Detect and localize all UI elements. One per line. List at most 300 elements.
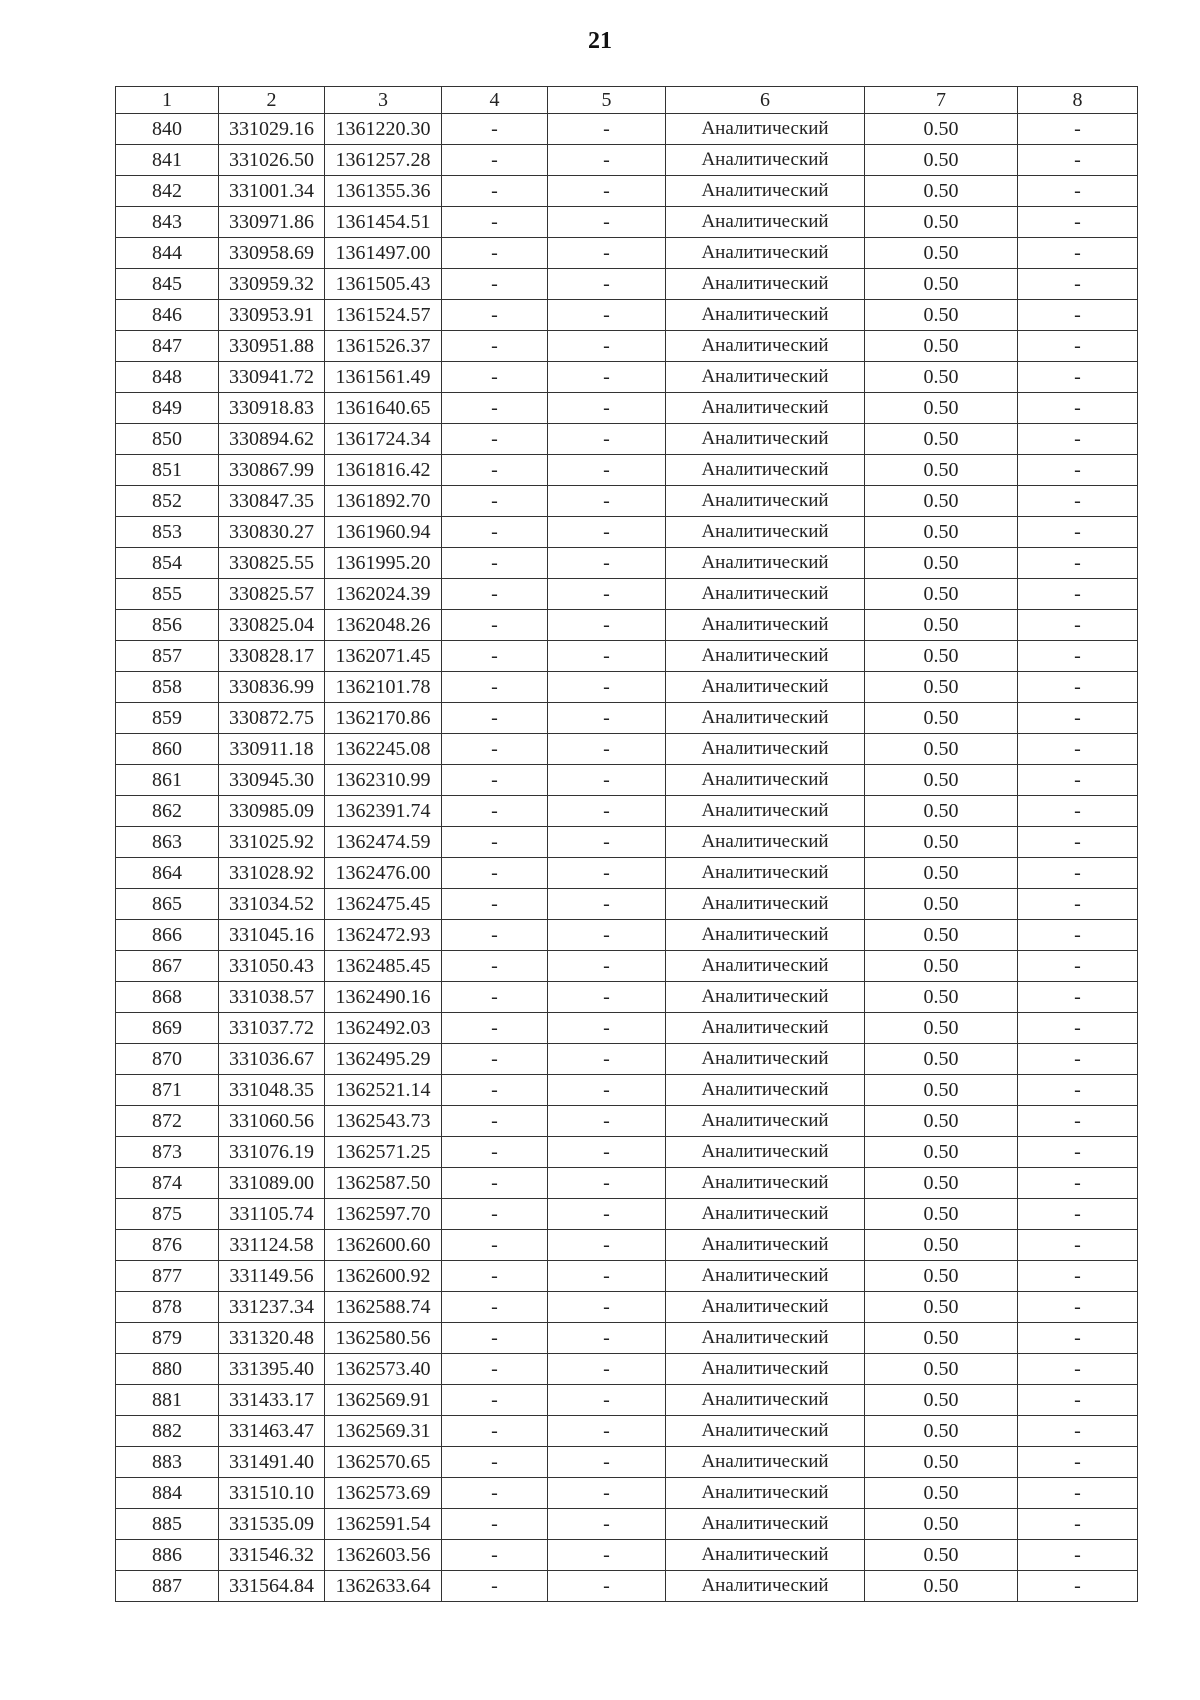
point-number-cell: 856 [116, 610, 219, 641]
accuracy-cell: 0.50 [865, 765, 1018, 796]
col-4-value-cell: - [442, 1075, 548, 1106]
col-4-value-cell: - [442, 858, 548, 889]
table-row [116, 858, 1138, 889]
col-8-value-cell: - [1018, 176, 1138, 207]
method-cell: Аналитический [666, 548, 865, 579]
col-8-value-cell: - [1018, 672, 1138, 703]
method-cell: Аналитический [666, 1168, 865, 1199]
col-8-value-cell: - [1018, 1137, 1138, 1168]
coord-x-cell: 331025.92 [219, 827, 325, 858]
coord-x-cell: 331433.17 [219, 1385, 325, 1416]
col-8-value-cell: - [1018, 765, 1138, 796]
col-5-value-cell: - [548, 176, 666, 207]
col-8-value-cell: - [1018, 1106, 1138, 1137]
column-header-2: 2 [219, 87, 325, 114]
col-8-value-cell: - [1018, 1199, 1138, 1230]
col-4-value-cell: - [442, 1230, 548, 1261]
col-4-value-cell: - [442, 1385, 548, 1416]
accuracy-cell: 0.50 [865, 1571, 1018, 1602]
method-cell: Аналитический [666, 362, 865, 393]
coord-y-cell: 1361497.00 [325, 238, 442, 269]
col-8-value-cell: - [1018, 269, 1138, 300]
table-row [116, 734, 1138, 765]
coord-y-cell: 1362071.45 [325, 641, 442, 672]
col-5-value-cell: - [548, 455, 666, 486]
coord-x-cell: 331034.52 [219, 889, 325, 920]
table-row [116, 1044, 1138, 1075]
coord-y-cell: 1362569.31 [325, 1416, 442, 1447]
col-5-value-cell: - [548, 610, 666, 641]
col-8-value-cell: - [1018, 858, 1138, 889]
coord-y-cell: 1362580.56 [325, 1323, 442, 1354]
coord-x-cell: 331510.10 [219, 1478, 325, 1509]
coord-y-cell: 1362570.65 [325, 1447, 442, 1478]
method-cell: Аналитический [666, 579, 865, 610]
accuracy-cell: 0.50 [865, 1416, 1018, 1447]
column-header-8: 8 [1018, 87, 1138, 114]
col-8-value-cell: - [1018, 734, 1138, 765]
accuracy-cell: 0.50 [865, 331, 1018, 362]
point-number-cell: 845 [116, 269, 219, 300]
coord-x-cell: 330830.27 [219, 517, 325, 548]
col-8-value-cell: - [1018, 114, 1138, 145]
table-row [116, 1013, 1138, 1044]
accuracy-cell: 0.50 [865, 1323, 1018, 1354]
coord-y-cell: 1361724.34 [325, 424, 442, 455]
table-row [116, 1168, 1138, 1199]
point-number-cell: 847 [116, 331, 219, 362]
table-row [116, 207, 1138, 238]
col-4-value-cell: - [442, 1292, 548, 1323]
point-number-cell: 851 [116, 455, 219, 486]
col-4-value-cell: - [442, 734, 548, 765]
col-5-value-cell: - [548, 951, 666, 982]
col-5-value-cell: - [548, 672, 666, 703]
method-cell: Аналитический [666, 331, 865, 362]
method-cell: Аналитический [666, 827, 865, 858]
table-row [116, 951, 1138, 982]
point-number-cell: 858 [116, 672, 219, 703]
method-cell: Аналитический [666, 1416, 865, 1447]
coord-x-cell: 330867.99 [219, 455, 325, 486]
col-5-value-cell: - [548, 362, 666, 393]
col-8-value-cell: - [1018, 579, 1138, 610]
col-8-value-cell: - [1018, 796, 1138, 827]
accuracy-cell: 0.50 [865, 517, 1018, 548]
accuracy-cell: 0.50 [865, 734, 1018, 765]
col-8-value-cell: - [1018, 1447, 1138, 1478]
method-cell: Аналитический [666, 1571, 865, 1602]
col-5-value-cell: - [548, 703, 666, 734]
coord-x-cell: 331124.58 [219, 1230, 325, 1261]
col-4-value-cell: - [442, 951, 548, 982]
coord-y-cell: 1361454.51 [325, 207, 442, 238]
col-5-value-cell: - [548, 1509, 666, 1540]
accuracy-cell: 0.50 [865, 1106, 1018, 1137]
coord-x-cell: 330836.99 [219, 672, 325, 703]
method-cell: Аналитический [666, 1447, 865, 1478]
col-4-value-cell: - [442, 269, 548, 300]
accuracy-cell: 0.50 [865, 238, 1018, 269]
coord-x-cell: 331036.67 [219, 1044, 325, 1075]
accuracy-cell: 0.50 [865, 703, 1018, 734]
method-cell: Аналитический [666, 1292, 865, 1323]
point-number-cell: 844 [116, 238, 219, 269]
accuracy-cell: 0.50 [865, 1199, 1018, 1230]
col-8-value-cell: - [1018, 1571, 1138, 1602]
coord-x-cell: 331076.19 [219, 1137, 325, 1168]
accuracy-cell: 0.50 [865, 1075, 1018, 1106]
col-4-value-cell: - [442, 827, 548, 858]
col-4-value-cell: - [442, 1013, 548, 1044]
col-5-value-cell: - [548, 1075, 666, 1106]
col-8-value-cell: - [1018, 1292, 1138, 1323]
col-5-value-cell: - [548, 269, 666, 300]
coord-y-cell: 1362588.74 [325, 1292, 442, 1323]
col-4-value-cell: - [442, 362, 548, 393]
col-5-value-cell: - [548, 982, 666, 1013]
table-row [116, 548, 1138, 579]
col-4-value-cell: - [442, 548, 548, 579]
col-8-value-cell: - [1018, 424, 1138, 455]
coord-x-cell: 331237.34 [219, 1292, 325, 1323]
point-number-cell: 877 [116, 1261, 219, 1292]
point-number-cell: 864 [116, 858, 219, 889]
table-row [116, 300, 1138, 331]
col-4-value-cell: - [442, 300, 548, 331]
col-5-value-cell: - [548, 1292, 666, 1323]
accuracy-cell: 0.50 [865, 641, 1018, 672]
method-cell: Аналитический [666, 703, 865, 734]
col-4-value-cell: - [442, 1416, 548, 1447]
col-4-value-cell: - [442, 176, 548, 207]
col-5-value-cell: - [548, 796, 666, 827]
table-row [116, 1261, 1138, 1292]
col-8-value-cell: - [1018, 1540, 1138, 1571]
method-cell: Аналитический [666, 610, 865, 641]
coord-y-cell: 1361995.20 [325, 548, 442, 579]
col-8-value-cell: - [1018, 1230, 1138, 1261]
col-4-value-cell: - [442, 1168, 548, 1199]
table-row [116, 145, 1138, 176]
col-4-value-cell: - [442, 238, 548, 269]
col-5-value-cell: - [548, 114, 666, 145]
coord-y-cell: 1362573.69 [325, 1478, 442, 1509]
coord-x-cell: 331395.40 [219, 1354, 325, 1385]
table-row [116, 610, 1138, 641]
coord-x-cell: 331050.43 [219, 951, 325, 982]
method-cell: Аналитический [666, 765, 865, 796]
col-8-value-cell: - [1018, 1509, 1138, 1540]
coord-y-cell: 1362475.45 [325, 889, 442, 920]
point-number-cell: 866 [116, 920, 219, 951]
coord-x-cell: 331038.57 [219, 982, 325, 1013]
point-number-cell: 861 [116, 765, 219, 796]
method-cell: Аналитический [666, 517, 865, 548]
coord-x-cell: 330828.17 [219, 641, 325, 672]
col-5-value-cell: - [548, 1106, 666, 1137]
coord-y-cell: 1362587.50 [325, 1168, 442, 1199]
coord-y-cell: 1362101.78 [325, 672, 442, 703]
method-cell: Аналитический [666, 176, 865, 207]
accuracy-cell: 0.50 [865, 920, 1018, 951]
column-header-3: 3 [325, 87, 442, 114]
method-cell: Аналитический [666, 672, 865, 703]
point-number-cell: 878 [116, 1292, 219, 1323]
point-number-cell: 850 [116, 424, 219, 455]
col-8-value-cell: - [1018, 951, 1138, 982]
accuracy-cell: 0.50 [865, 269, 1018, 300]
point-number-cell: 853 [116, 517, 219, 548]
col-4-value-cell: - [442, 1106, 548, 1137]
coord-y-cell: 1361526.37 [325, 331, 442, 362]
method-cell: Аналитический [666, 114, 865, 145]
method-cell: Аналитический [666, 145, 865, 176]
point-number-cell: 868 [116, 982, 219, 1013]
coord-y-cell: 1362310.99 [325, 765, 442, 796]
method-cell: Аналитический [666, 858, 865, 889]
col-5-value-cell: - [548, 517, 666, 548]
point-number-cell: 886 [116, 1540, 219, 1571]
table-row [116, 1447, 1138, 1478]
point-number-cell: 852 [116, 486, 219, 517]
coord-x-cell: 331060.56 [219, 1106, 325, 1137]
point-number-cell: 872 [116, 1106, 219, 1137]
col-8-value-cell: - [1018, 827, 1138, 858]
col-5-value-cell: - [548, 331, 666, 362]
table-row [116, 889, 1138, 920]
accuracy-cell: 0.50 [865, 1354, 1018, 1385]
accuracy-cell: 0.50 [865, 1137, 1018, 1168]
col-4-value-cell: - [442, 1540, 548, 1571]
point-number-cell: 855 [116, 579, 219, 610]
accuracy-cell: 0.50 [865, 1044, 1018, 1075]
accuracy-cell: 0.50 [865, 548, 1018, 579]
coord-x-cell: 331026.50 [219, 145, 325, 176]
col-4-value-cell: - [442, 486, 548, 517]
method-cell: Аналитический [666, 393, 865, 424]
table-row [116, 1075, 1138, 1106]
method-cell: Аналитический [666, 1509, 865, 1540]
coord-y-cell: 1362474.59 [325, 827, 442, 858]
col-8-value-cell: - [1018, 207, 1138, 238]
coord-x-cell: 330941.72 [219, 362, 325, 393]
col-8-value-cell: - [1018, 362, 1138, 393]
table-body [116, 114, 1138, 1602]
column-header-6: 6 [666, 87, 865, 114]
table-row [116, 1571, 1138, 1602]
table-row [116, 920, 1138, 951]
col-4-value-cell: - [442, 889, 548, 920]
coord-x-cell: 331037.72 [219, 1013, 325, 1044]
coord-y-cell: 1362603.56 [325, 1540, 442, 1571]
table-row [116, 176, 1138, 207]
table-row [116, 1323, 1138, 1354]
col-5-value-cell: - [548, 641, 666, 672]
point-number-cell: 841 [116, 145, 219, 176]
col-8-value-cell: - [1018, 982, 1138, 1013]
column-header-7: 7 [865, 87, 1018, 114]
table-row [116, 641, 1138, 672]
accuracy-cell: 0.50 [865, 579, 1018, 610]
method-cell: Аналитический [666, 1385, 865, 1416]
coord-x-cell: 331028.92 [219, 858, 325, 889]
coord-x-cell: 331089.00 [219, 1168, 325, 1199]
point-number-cell: 846 [116, 300, 219, 331]
coord-x-cell: 331546.32 [219, 1540, 325, 1571]
coord-x-cell: 330825.55 [219, 548, 325, 579]
table-row [116, 1385, 1138, 1416]
col-5-value-cell: - [548, 238, 666, 269]
col-4-value-cell: - [442, 1044, 548, 1075]
coord-x-cell: 330958.69 [219, 238, 325, 269]
accuracy-cell: 0.50 [865, 1385, 1018, 1416]
col-5-value-cell: - [548, 393, 666, 424]
table-row [116, 1199, 1138, 1230]
col-5-value-cell: - [548, 1385, 666, 1416]
table-row [116, 796, 1138, 827]
table-row [116, 1137, 1138, 1168]
coord-y-cell: 1362597.70 [325, 1199, 442, 1230]
point-number-cell: 865 [116, 889, 219, 920]
accuracy-cell: 0.50 [865, 796, 1018, 827]
method-cell: Аналитический [666, 1540, 865, 1571]
table-row [116, 1230, 1138, 1261]
col-5-value-cell: - [548, 734, 666, 765]
method-cell: Аналитический [666, 1261, 865, 1292]
accuracy-cell: 0.50 [865, 486, 1018, 517]
point-number-cell: 875 [116, 1199, 219, 1230]
table-row [116, 486, 1138, 517]
coord-x-cell: 330872.75 [219, 703, 325, 734]
column-header-5: 5 [548, 87, 666, 114]
coord-x-cell: 331105.74 [219, 1199, 325, 1230]
col-4-value-cell: - [442, 207, 548, 238]
coord-y-cell: 1362600.92 [325, 1261, 442, 1292]
method-cell: Аналитический [666, 796, 865, 827]
method-cell: Аналитический [666, 1199, 865, 1230]
col-8-value-cell: - [1018, 393, 1138, 424]
col-4-value-cell: - [442, 1137, 548, 1168]
coord-y-cell: 1362633.64 [325, 1571, 442, 1602]
point-number-cell: 884 [116, 1478, 219, 1509]
coord-x-cell: 330971.86 [219, 207, 325, 238]
method-cell: Аналитический [666, 269, 865, 300]
col-5-value-cell: - [548, 1168, 666, 1199]
table-row [116, 393, 1138, 424]
col-5-value-cell: - [548, 1013, 666, 1044]
accuracy-cell: 0.50 [865, 1540, 1018, 1571]
method-cell: Аналитический [666, 889, 865, 920]
col-4-value-cell: - [442, 796, 548, 827]
method-cell: Аналитический [666, 641, 865, 672]
coord-y-cell: 1362492.03 [325, 1013, 442, 1044]
method-cell: Аналитический [666, 1478, 865, 1509]
col-4-value-cell: - [442, 579, 548, 610]
point-number-cell: 880 [116, 1354, 219, 1385]
table-row [116, 269, 1138, 300]
header-row [116, 87, 1138, 114]
accuracy-cell: 0.50 [865, 1478, 1018, 1509]
coord-y-cell: 1362573.40 [325, 1354, 442, 1385]
coord-x-cell: 331029.16 [219, 114, 325, 145]
point-number-cell: 887 [116, 1571, 219, 1602]
point-number-cell: 873 [116, 1137, 219, 1168]
col-5-value-cell: - [548, 827, 666, 858]
accuracy-cell: 0.50 [865, 1261, 1018, 1292]
col-8-value-cell: - [1018, 1323, 1138, 1354]
col-8-value-cell: - [1018, 641, 1138, 672]
col-4-value-cell: - [442, 1323, 548, 1354]
accuracy-cell: 0.50 [865, 827, 1018, 858]
col-8-value-cell: - [1018, 703, 1138, 734]
table-row [116, 455, 1138, 486]
col-4-value-cell: - [442, 982, 548, 1013]
method-cell: Аналитический [666, 455, 865, 486]
accuracy-cell: 0.50 [865, 1168, 1018, 1199]
table-row [116, 672, 1138, 703]
method-cell: Аналитический [666, 486, 865, 517]
coord-x-cell: 330918.83 [219, 393, 325, 424]
accuracy-cell: 0.50 [865, 1509, 1018, 1540]
col-4-value-cell: - [442, 1354, 548, 1385]
point-number-cell: 876 [116, 1230, 219, 1261]
point-number-cell: 867 [116, 951, 219, 982]
col-5-value-cell: - [548, 765, 666, 796]
col-8-value-cell: - [1018, 238, 1138, 269]
coord-x-cell: 330945.30 [219, 765, 325, 796]
coord-x-cell: 331535.09 [219, 1509, 325, 1540]
col-8-value-cell: - [1018, 1261, 1138, 1292]
method-cell: Аналитический [666, 207, 865, 238]
col-5-value-cell: - [548, 1199, 666, 1230]
table-row [116, 331, 1138, 362]
method-cell: Аналитический [666, 1106, 865, 1137]
col-4-value-cell: - [442, 610, 548, 641]
col-5-value-cell: - [548, 1230, 666, 1261]
coord-x-cell: 330953.91 [219, 300, 325, 331]
col-4-value-cell: - [442, 455, 548, 486]
coord-y-cell: 1362521.14 [325, 1075, 442, 1106]
point-number-cell: 840 [116, 114, 219, 145]
point-number-cell: 870 [116, 1044, 219, 1075]
accuracy-cell: 0.50 [865, 362, 1018, 393]
table-row [116, 362, 1138, 393]
col-8-value-cell: - [1018, 1385, 1138, 1416]
col-4-value-cell: - [442, 393, 548, 424]
coordinates-table [115, 86, 1138, 1602]
coord-x-cell: 330985.09 [219, 796, 325, 827]
col-5-value-cell: - [548, 920, 666, 951]
accuracy-cell: 0.50 [865, 176, 1018, 207]
col-5-value-cell: - [548, 1323, 666, 1354]
col-5-value-cell: - [548, 889, 666, 920]
col-5-value-cell: - [548, 858, 666, 889]
col-5-value-cell: - [548, 424, 666, 455]
coord-x-cell: 331048.35 [219, 1075, 325, 1106]
point-number-cell: 863 [116, 827, 219, 858]
table-row [116, 982, 1138, 1013]
col-5-value-cell: - [548, 1354, 666, 1385]
table-row [116, 1416, 1138, 1447]
method-cell: Аналитический [666, 424, 865, 455]
table-row [116, 1509, 1138, 1540]
accuracy-cell: 0.50 [865, 889, 1018, 920]
col-8-value-cell: - [1018, 145, 1138, 176]
col-4-value-cell: - [442, 1509, 548, 1540]
col-8-value-cell: - [1018, 1044, 1138, 1075]
accuracy-cell: 0.50 [865, 455, 1018, 486]
